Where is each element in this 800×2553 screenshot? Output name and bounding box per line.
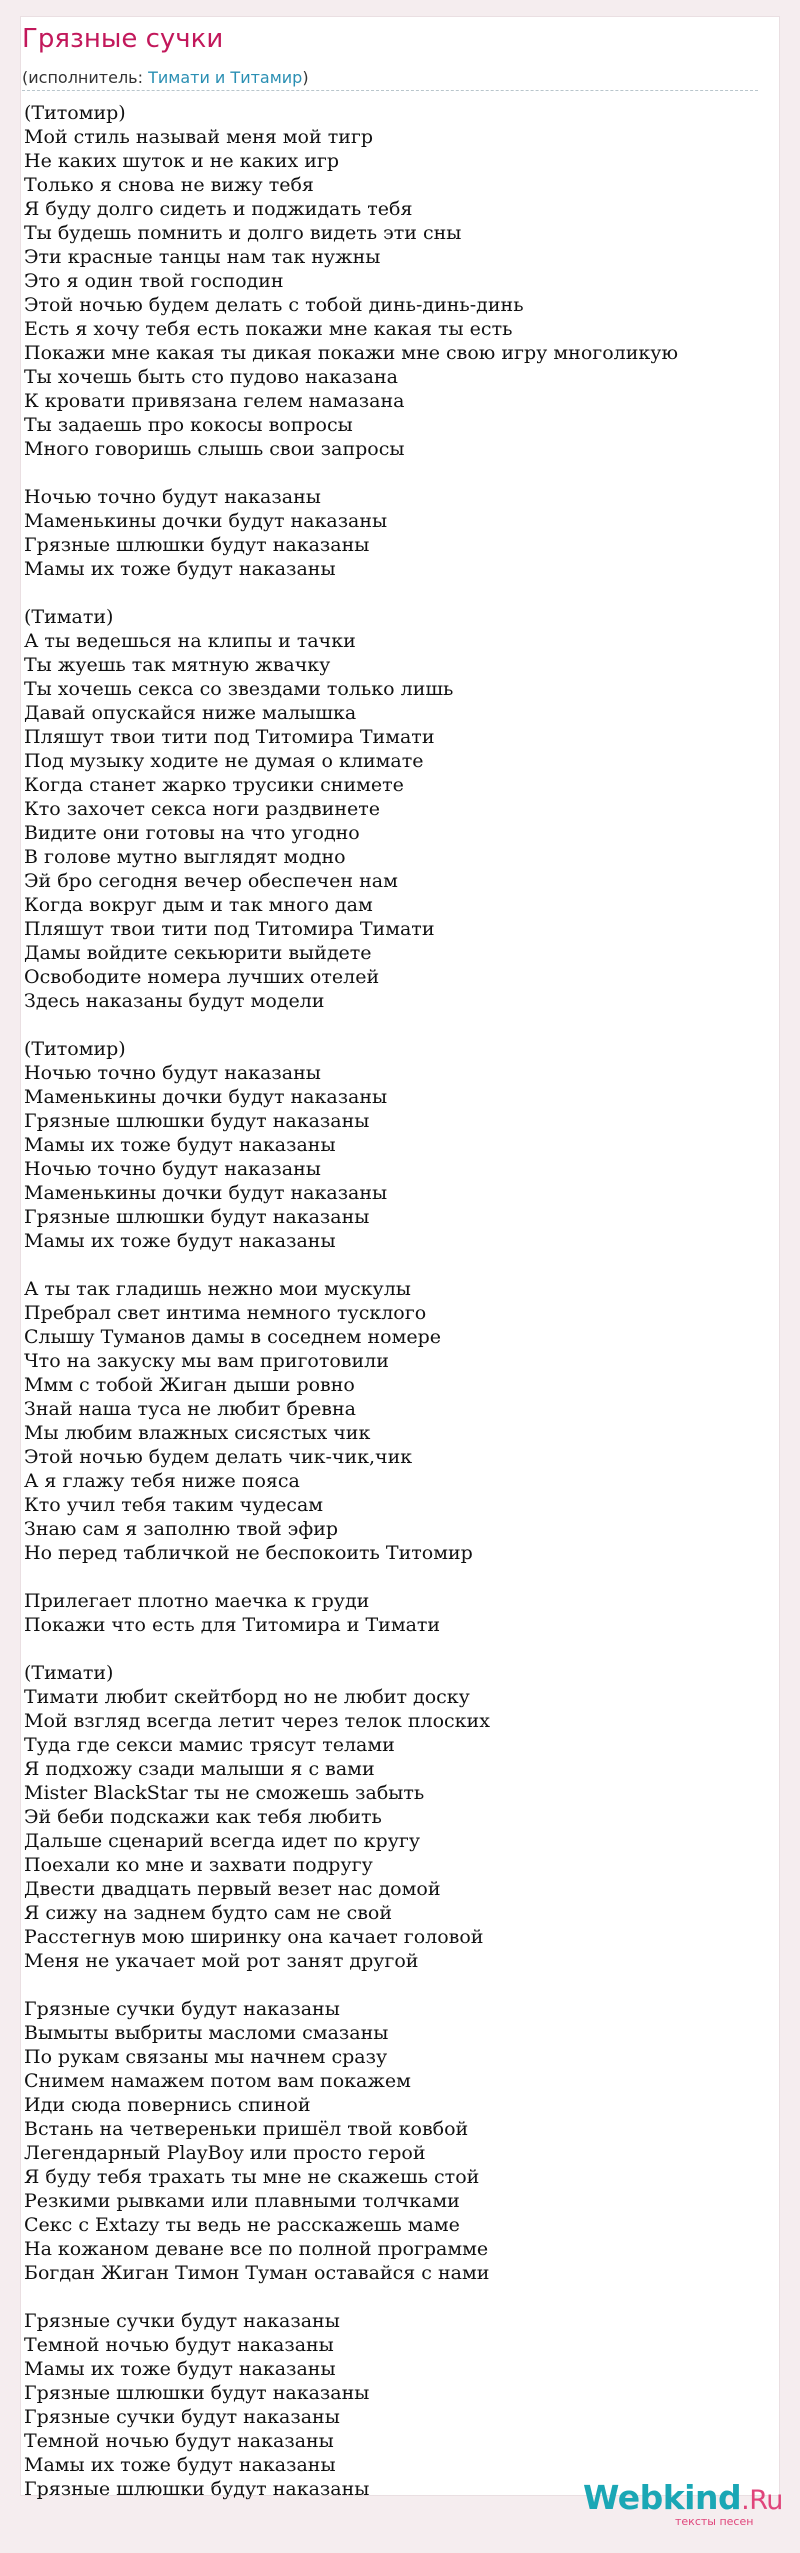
lyric-line: (Титомир) xyxy=(24,1038,126,1060)
lyric-line: Покажи что есть для Титомира и Тимати xyxy=(24,1614,441,1636)
lyric-line: Темной ночью будут наказаны xyxy=(24,2430,334,2452)
lyric-line: Грязные шлюшки будут наказаны xyxy=(24,534,370,556)
lyric-line: Мамы их тоже будут наказаны xyxy=(24,558,336,580)
lyric-line: В голове мутно выглядят модно xyxy=(24,846,346,868)
lyric-line: Эти красные танцы нам так нужны xyxy=(24,246,381,268)
lyric-line: Иди сюда повернись спиной xyxy=(24,2094,311,2116)
logo-tagline: тексты песен xyxy=(675,2515,754,2528)
lyric-line: Много говоришь слышь свои запросы xyxy=(24,438,405,460)
lyric-line: Темной ночью будут наказаны xyxy=(24,2334,334,2356)
lyric-line: Мамы их тоже будут наказаны xyxy=(24,1134,336,1156)
lyric-line: Тимати любит скейтборд но не любит доску xyxy=(24,1686,470,1708)
lyric-line: Ты задаешь про кокосы вопросы xyxy=(24,414,353,436)
lyric-line: Ты хочешь быть сто пудово наказана xyxy=(24,366,398,388)
lyric-line: Ммм с тобой Жиган дыши ровно xyxy=(24,1374,355,1396)
lyric-blank-line xyxy=(24,581,764,605)
lyric-line: Когда станет жарко трусики снимете xyxy=(24,774,404,796)
lyric-line: Грязные шлюшки будут наказаны xyxy=(24,2382,370,2404)
lyric-line: Слышу Туманов дамы в соседнем номере xyxy=(24,1326,442,1348)
lyric-line: Секс с Extazy ты ведь не расскажешь маме xyxy=(24,2214,460,2236)
lyric-line: Есть я хочу тебя есть покажи мне какая ты есть xyxy=(24,318,513,340)
song-title: Грязные сучки xyxy=(22,24,224,54)
lyric-line: Дамы войдите секьюрити выйдете xyxy=(24,942,372,964)
lyric-line: Грязные шлюшки будут наказаны xyxy=(24,1206,370,1228)
lyric-blank-line xyxy=(24,1013,764,1037)
lyric-line: Когда вокруг дым и так много дам xyxy=(24,894,373,916)
lyric-line: Грязные сучки будут наказаны xyxy=(24,2310,340,2332)
lyric-line: А ты ведешься на клипы и тачки xyxy=(24,630,356,652)
lyric-line: Это я один твой господин xyxy=(24,270,284,292)
lyric-line: Ночью точно будут наказаны xyxy=(24,486,321,508)
lyric-line: Ночью точно будут наказаны xyxy=(24,1158,321,1180)
lyric-line: (Титомир) xyxy=(24,102,126,124)
lyric-line: Кто учил тебя таким чудесам xyxy=(24,1494,324,1516)
lyric-line: Снимем намажем потом вам покажем xyxy=(24,2070,411,2092)
lyric-line: (Тимати) xyxy=(24,1662,114,1684)
lyric-blank-line xyxy=(24,1973,764,1997)
lyric-line: Грязные шлюшки будут наказаны xyxy=(24,2478,370,2500)
lyric-line: Мамы их тоже будут наказаны xyxy=(24,2454,336,2476)
lyric-line: Ночью точно будут наказаны xyxy=(24,1062,321,1084)
lyric-line: Здесь наказаны будут модели xyxy=(24,990,325,1012)
lyric-line: Мой стиль называй меня мой тигр xyxy=(24,126,373,148)
lyric-line: Видите они готовы на что угодно xyxy=(24,822,360,844)
lyric-line: Я буду тебя трахать ты мне не скажешь стой xyxy=(24,2166,480,2188)
lyric-line: Знаю сам я заполню твой эфир xyxy=(24,1518,339,1540)
lyric-line: Грязные шлюшки будут наказаны xyxy=(24,1110,370,1132)
logo-tld: .Ru xyxy=(741,2485,783,2516)
lyric-line: Маменькины дочки будут наказаны xyxy=(24,1182,388,1204)
lyric-line: Вымыты выбриты масломи смазаны xyxy=(24,2022,389,2044)
artist-suffix: ) xyxy=(302,68,309,87)
lyric-line: Ты будешь помнить и долго видеть эти сны xyxy=(24,222,462,244)
lyric-line: Освободите номера лучших отелей xyxy=(24,966,380,988)
lyric-line: Не каких шуток и не каких игр xyxy=(24,150,339,172)
artist-prefix: (исполнитель: xyxy=(22,68,149,87)
lyric-blank-line xyxy=(24,1565,764,1589)
lyric-line: Мой взгляд всегда летит через телок плоских xyxy=(24,1710,490,1732)
lyric-line: Легендарный PlayBoy или просто герой xyxy=(24,2142,426,2164)
lyric-line: Знай наша туса не любит бревна xyxy=(24,1398,356,1420)
lyric-line: Кто захочет секса ноги раздвинете xyxy=(24,798,380,820)
lyric-blank-line xyxy=(24,1253,764,1277)
lyric-line: Я буду долго сидеть и поджидать тебя xyxy=(24,198,413,220)
lyric-line: Я сижу на заднем будто сам не свой xyxy=(24,1902,393,1924)
lyric-line: Расстегнув мою ширинку она качает головой xyxy=(24,1926,484,1948)
lyric-line: Резкими рывками или плавными толчками xyxy=(24,2190,460,2212)
lyric-line: Под музыку ходите не думая о климате xyxy=(24,750,424,772)
lyric-line: Ты жуешь так мятную жвачку xyxy=(24,654,331,676)
lyric-blank-line xyxy=(24,2285,764,2309)
lyric-line: Я подхожу сзади малыши я с вами xyxy=(24,1758,375,1780)
lyric-line: Но перед табличкой не беспокоить Титомир xyxy=(24,1542,473,1564)
lyric-line: К кровати привязана гелем намазана xyxy=(24,390,405,412)
lyric-line: Эй бро сегодня вечер обеспечен нам xyxy=(24,870,398,892)
lyric-line: Покажи мне какая ты дикая покажи мне свою игру многоликую xyxy=(24,342,678,364)
lyric-line: Поехали ко мне и захвати подругу xyxy=(24,1854,373,1876)
lyric-line: Грязные сучки будут наказаны xyxy=(24,1998,340,2020)
header-divider xyxy=(22,90,758,91)
lyric-line: Эй беби подскажи как тебя любить xyxy=(24,1806,382,1828)
logo-name: Webkind xyxy=(583,2478,742,2517)
lyric-line: Грязные сучки будут наказаны xyxy=(24,2406,340,2428)
lyric-line: А ты так гладишь нежно мои мускулы xyxy=(24,1278,411,1300)
lyric-line: Пляшут твои тити под Титомира Тимати xyxy=(24,918,435,940)
lyric-line: Двести двадцать первый везет нас домой xyxy=(24,1878,441,1900)
lyric-line: Дальше сценарий всегда идет по кругу xyxy=(24,1830,421,1852)
lyric-line: Богдан Жиган Тимон Туман оставайся с нами xyxy=(24,2262,490,2284)
artist-link[interactable]: Тимати и Титамир xyxy=(148,68,303,87)
lyric-line: Пребрал свет интима немного тусклого xyxy=(24,1302,427,1324)
lyric-line: Mister BlackStar ты не сможешь забыть xyxy=(24,1782,425,1804)
lyric-line: По рукам связаны мы начнем сразу xyxy=(24,2046,388,2068)
lyric-line: Маменькины дочки будут наказаны xyxy=(24,510,388,532)
lyric-line: Только я снова не вижу тебя xyxy=(24,174,314,196)
lyric-line: Прилегает плотно маечка к груди xyxy=(24,1590,370,1612)
lyric-line: (Тимати) xyxy=(24,606,114,628)
lyric-line: Этой ночью будем делать с тобой динь-динь-динь xyxy=(24,294,524,316)
lyric-blank-line xyxy=(24,1637,764,1661)
lyric-line: Мамы их тоже будут наказаны xyxy=(24,2358,336,2380)
artist-line xyxy=(22,68,309,88)
lyrics-text xyxy=(24,101,764,2501)
lyric-line: А я глажу тебя ниже пояса xyxy=(24,1470,300,1492)
lyric-line: На кожаном деване все по полной программе xyxy=(24,2238,489,2260)
lyric-line: Этой ночью будем делать чик-чик,чик xyxy=(24,1446,413,1468)
lyric-line: Туда где секси мамис трясут телами xyxy=(24,1734,395,1756)
lyric-line: Мы любим влажных сисястых чик xyxy=(24,1422,371,1444)
lyric-line: Что на закуску мы вам приготовили xyxy=(24,1350,389,1372)
lyric-line: Давай опускайся ниже малышка xyxy=(24,702,357,724)
lyric-line: Встань на четвереньки пришёл твой ковбой xyxy=(24,2118,469,2140)
lyric-line: Маменькины дочки будут наказаны xyxy=(24,1086,388,1108)
lyric-blank-line xyxy=(24,461,764,485)
lyric-line: Ты хочешь секса со звездами только лишь xyxy=(24,678,454,700)
site-logo[interactable] xyxy=(583,2478,783,2538)
lyric-line: Пляшут твои тити под Титомира Тимати xyxy=(24,726,435,748)
lyric-line: Меня не укачает мой рот занят другой xyxy=(24,1950,419,1972)
lyric-line: Мамы их тоже будут наказаны xyxy=(24,1230,336,1252)
